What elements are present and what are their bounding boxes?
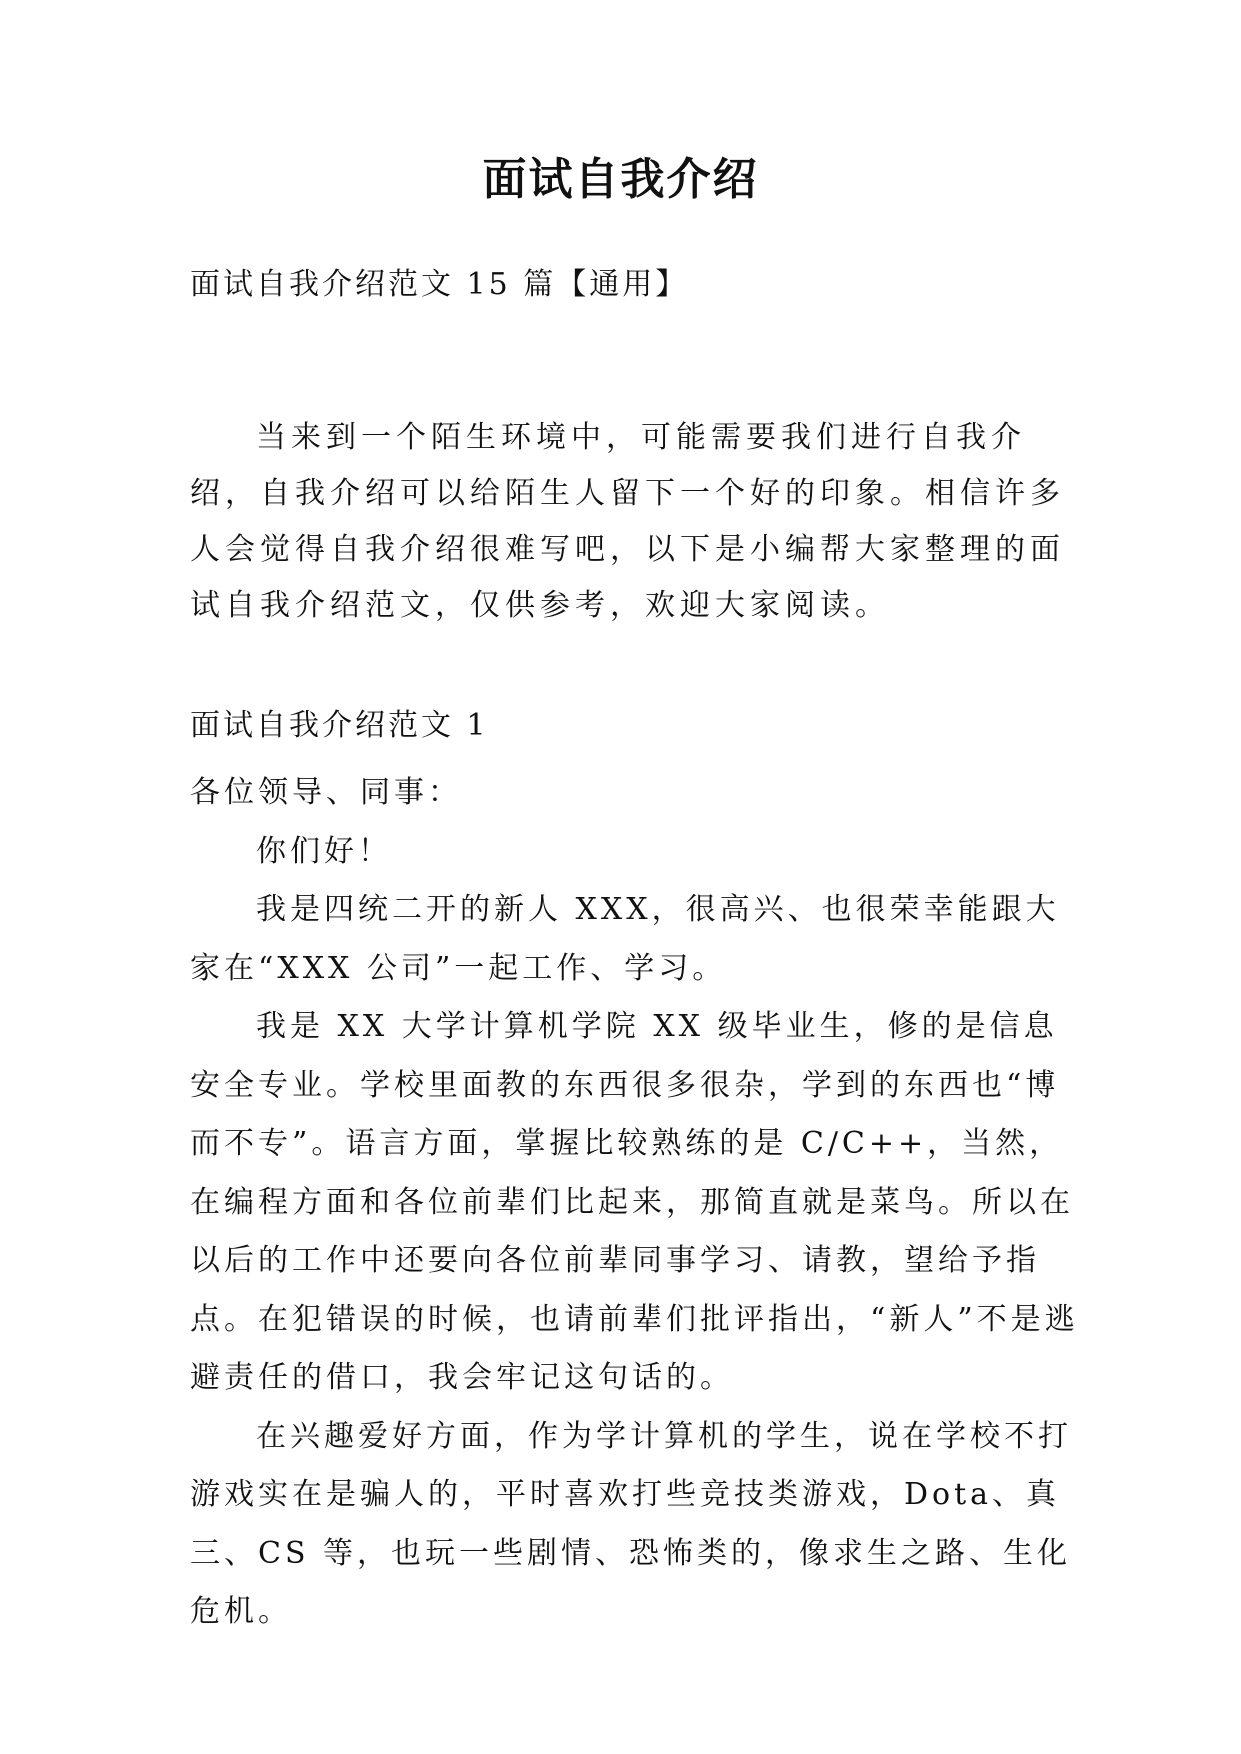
section-body	[190, 764, 1090, 1642]
salutation: 各位领导、同事：	[190, 775, 462, 810]
body-paragraph: 在兴趣爱好方面，作为学计算机的学生，说在学校不打游戏实在是骗人的，平时喜欢打些竞技类游戏，Dota、真三、CS 等，也玩一些剧情、恐怖类的，像求生之路、生化危机。	[190, 1418, 1072, 1629]
body-paragraph: 我是四统二开的新人 XXX，很高兴、也很荣幸能跟大家在“XXX 公司”一起工作、学习。	[190, 892, 1060, 986]
document-subtitle: 面试自我介绍范文 15 篇【通用】	[190, 267, 689, 302]
intro-paragraph: 当来到一个陌生环境中，可能需要我们进行自我介绍，自我介绍可以给陌生人留下一个好的印象。相信许多人会觉得自我介绍很难写吧，以下是小编帮大家整理的面试自我介绍范文，仅供参考，欢迎大家阅读。	[190, 420, 1065, 623]
document-title: 面试自我介绍	[482, 154, 759, 205]
body-paragraph: 我是 XX 大学计算机学院 XX 级毕业生，修的是信息安全专业。学校里面教的东西很多很杂，学到的东西也“博而不专”。语言方面，掌握比较熟练的是 C/C++，当然，在编程方面和各位前辈们比起来，那简直就是菜鸟。所以在以后的工作中还要向各位前辈同事学习、请教，望给予指点。在犯错误的时候，也请前辈们批评指出，“新人”不是逃避责任的借口，我会牢记这句话的。	[190, 1009, 1079, 1395]
section-heading: 面试自我介绍范文 1	[190, 708, 489, 743]
greeting: 你们好！	[256, 833, 392, 869]
